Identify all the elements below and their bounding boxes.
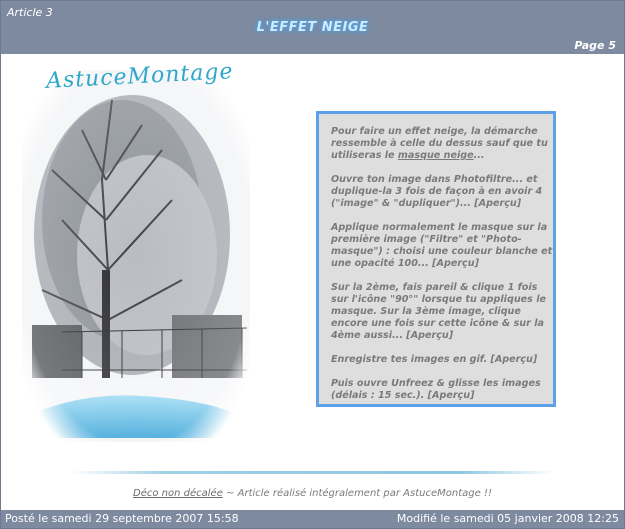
credit-line	[0, 488, 625, 499]
instruction-step-1: Ouvre ton image dans Photofiltre... et duplique-la 3 fois de façon à en avoir 4 ("image" & "dupliquer")... [Aperçu]	[331, 174, 543, 209]
deco-link[interactable]: Déco non décalée	[133, 488, 223, 499]
divider-line	[70, 471, 555, 474]
astucemontage-logo	[45, 59, 235, 106]
logo-wordmark: AstuceMontage	[45, 59, 235, 94]
footer-bar	[1, 510, 624, 528]
instruction-step-2: Applique normalement le masque sur la première image ("Filtre" et "Photo-masque") : choisi une couleur blanche et une opacité 100... [Aperçu]	[331, 222, 553, 269]
instructions-box	[316, 111, 556, 407]
instruction-step-3: Sur la 2ème, fais pareil & clique 1 fois sur l'icône "90°" lorsque tu appliques le masque. Sur la 3ème image, clique encore une fois sur cette icône & sur la 4ème aussi... [Aperçu]	[331, 282, 547, 341]
page-number: Page 5	[574, 39, 616, 52]
article-number: Article 3	[7, 6, 53, 19]
instruction-step-4: Enregistre tes images en gif. [Aperçu]	[331, 354, 538, 365]
article-title: L'EFFET NEIGE	[256, 20, 369, 35]
modified-date: Modifié le samedi 05 janvier 2008 12:25	[396, 512, 619, 525]
instruction-intro: Pour faire un effet neige, la démarche ressemble à celle du dessus sauf que tu utiliseras le masque neige...	[331, 126, 548, 161]
credit-text: ~ Article réalisé intégralement par AstuceMontage !!	[222, 488, 492, 499]
instruction-step-5: Puis ouvre Unfreez & glisse les images (délais : 15 sec.). [Aperçu]	[331, 378, 541, 401]
posted-date: Posté le samedi 29 septembre 2007 15:58	[5, 512, 239, 525]
snowy-tree-image	[22, 70, 250, 442]
masque-neige-link[interactable]: masque neige	[397, 150, 474, 161]
article-header	[1, 1, 624, 54]
